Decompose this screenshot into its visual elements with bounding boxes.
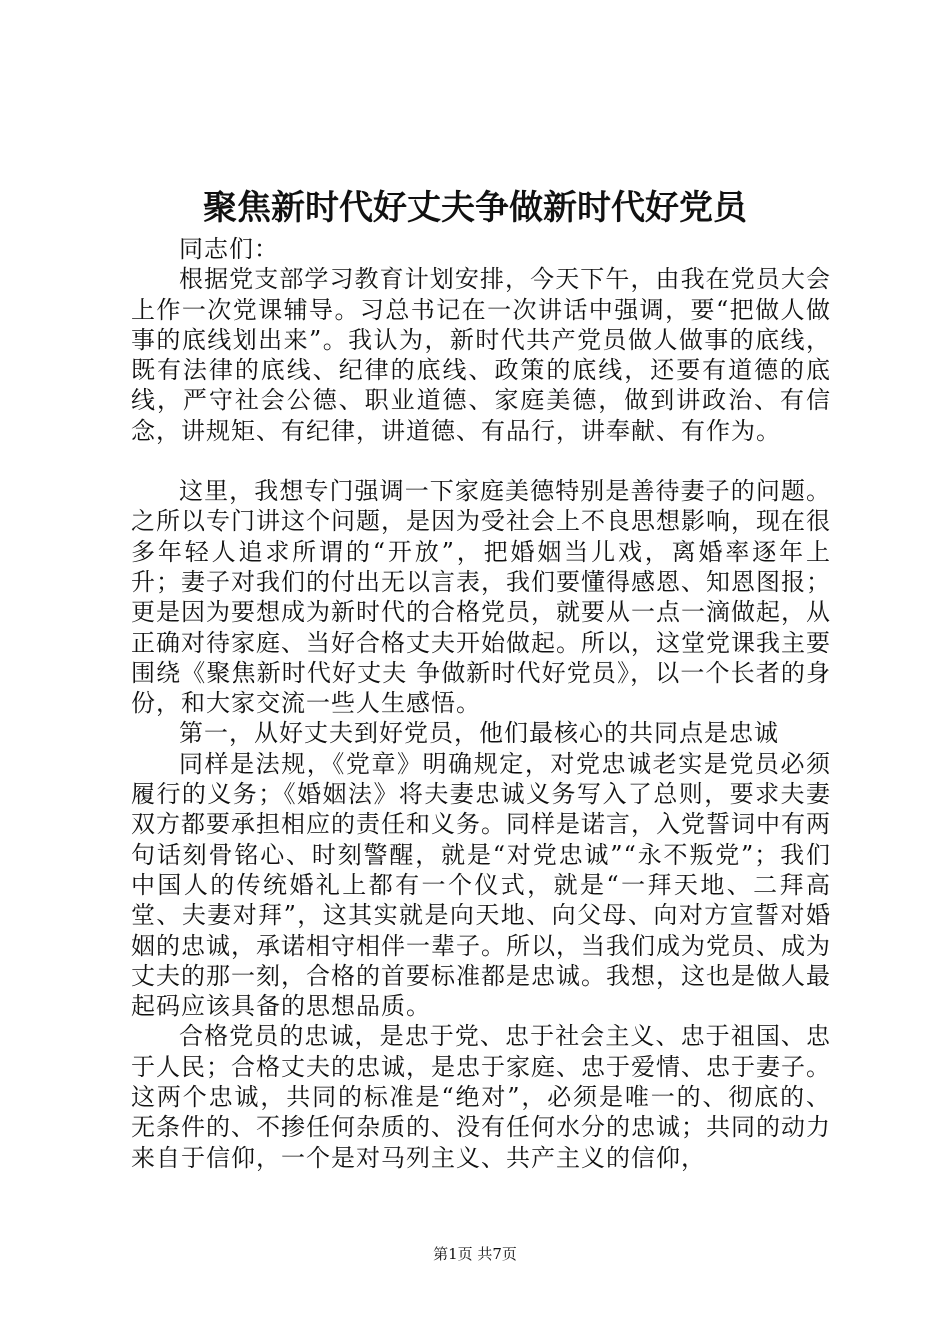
paragraph-spacer — [131, 446, 831, 476]
document-body — [131, 234, 831, 1173]
salutation: 同志们： — [179, 235, 279, 263]
paragraph-4: 合格党员的忠诚，是忠于党、忠于社会主义、忠于祖国、忠于人民；合格丈夫的忠诚，是忠于家庭、忠于爱情、忠于妻子。这两个忠诚，共同的标准是“绝对”，必须是唯一的、彻底的、无条件的、不掺任何杂质的、没有任何水分的忠诚；共同的动力来自于信仰，一个是对马列主义、共产主义的信仰， — [131, 1022, 831, 1172]
page-footer: 第1页 共7页 — [433, 1245, 517, 1263]
section-heading-1: 第一，从好丈夫到好党员，他们最核心的共同点是忠诚 — [179, 719, 779, 748]
paragraph-1: 根据党支部学习教育计划安排，今天下午，由我在党员大会上作一次党课辅导。习总书记在一次讲话中强调，要“把做人做事的底线划出来”。我认为，新时代共产党员做人做事的底线，既有法律的底线、纪律的底线、政策的底线，还要有道德的底线，严守社会公德、职业道德、家庭美德，做到讲政治、有信念，讲规矩、有纪律，讲道德、有品行，讲奉献、有作为。 — [131, 265, 831, 445]
paragraph-3: 同样是法规，《党章》明确规定，对党忠诚老实是党员必须履行的义务；《婚姻法》将夫妻忠诚义务写入了总则，要求夫妻双方都要承担相应的责任和义务。同样是诺言，入党誓词中有两句话刻骨铭心、时刻警醒，就是“对党忠诚”“永不叛党”；我们中国人的传统婚礼上都有一个仪式，就是“一拜天地、二拜高堂、夫妻对拜”，这其实就是向天地、向父母、向对方宣誓对婚姻的忠诚，承诺相守相伴一辈子。所以，当我们成为党员、成为丈夫的那一刻，合格的首要标准都是忠诚。我想，这也是做人最起码应该具备的思想品质。 — [131, 749, 831, 1021]
paragraph-2: 这里，我想专门强调一下家庭美德特别是善待妻子的问题。之所以专门讲这个问题，是因为受社会上不良思想影响，现在很多年轻人追求所谓的“开放”，把婚姻当儿戏，离婚率逐年上升；妻子对我们的付出无以言表，我们要懂得感恩、知恩图报；更是因为要想成为新时代的合格党员，就要从一点一滴做起，从正确对待家庭、当好合格丈夫开始做起。所以，这堂党课我主要围绕《聚焦新时代好丈夫 争做新时代好党员》，以一个长者的身份，和大家交流一些人生感悟。 — [131, 477, 831, 718]
document-title: 聚焦新时代好丈夫争做新时代好党员 — [203, 188, 747, 228]
